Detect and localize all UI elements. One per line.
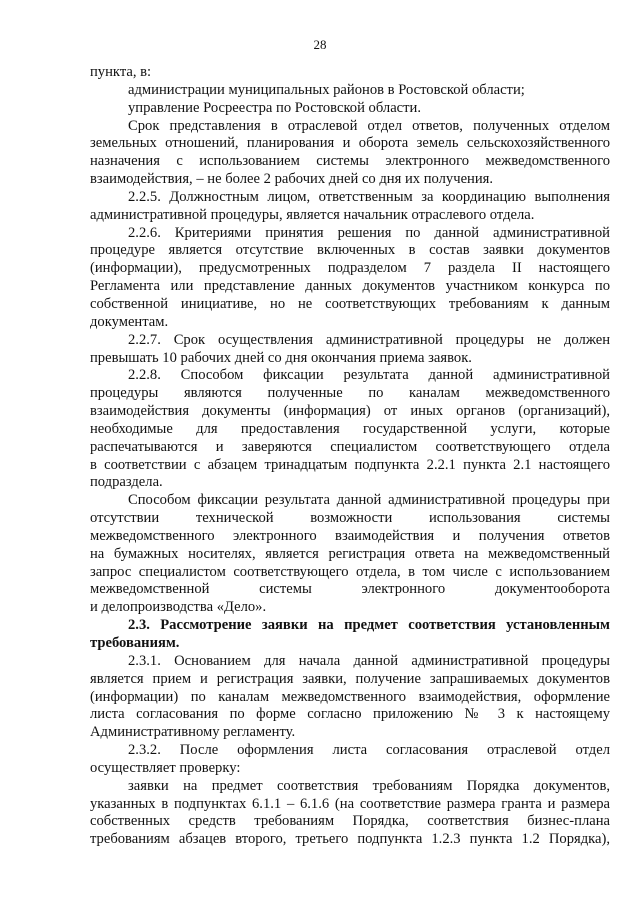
text-line: и делопроизводства «Дело».: [90, 599, 267, 616]
text-line: 2.3.2. После оформления листа согласования отраслевой отдел: [128, 742, 610, 759]
text-line: является прием и регистрация заявки, получение запрашиваемых документов: [90, 670, 610, 687]
text-line: отсутствии технической возможности использования системы: [90, 510, 610, 527]
text-line: 2.2.6. Критериями принятия решения по данной административной: [128, 224, 610, 241]
text-line: в соответствии с абзацем тринадцатым подпункта 2.2.1 пункта 2.1 настоящего: [90, 456, 610, 473]
text-line: документам.: [90, 313, 169, 330]
text-line: администрации муниципальных районов в Ростовской области;: [128, 81, 525, 98]
text-line: Административному регламенту.: [90, 724, 296, 741]
text-line: превышать 10 рабочих дней со дня окончания приема заявок.: [90, 349, 472, 366]
text-line: Способом фиксации результата данной административной процедуры при: [128, 492, 610, 509]
text-line: процедуре является отсутствие включенных в состав заявки документов: [90, 242, 610, 259]
text-line: 2.2.7. Срок осуществления административной процедуры не должен: [128, 331, 610, 348]
text-line: собственных средств требованиям Порядка, соответствия бизнес-плана: [90, 813, 610, 830]
text-line: межведомственного электронного взаимодействия и получения ответов: [90, 527, 610, 544]
text-line: процедуры являются полученные по каналам межведомственного: [90, 385, 610, 402]
text-line: пункта, в:: [90, 64, 152, 80]
text-line: указанных в подпунктах 6.1.1 – 6.1.6 (на соответствие размера гранта и размера: [90, 795, 610, 812]
text-line: взаимодействия, – не более 2 рабочих дней со дня их получения.: [90, 171, 494, 188]
page-number: 28: [313, 37, 327, 52]
text-line: осуществляет проверку:: [90, 759, 241, 776]
text-line: требованиям абзацев второго, третьего подпункта 1.2.3 пункта 1.2 Порядка),: [90, 831, 610, 848]
text-line: 2.2.8. Способом фиксации результата данной административной: [128, 367, 610, 384]
text-line: подраздела.: [90, 474, 163, 491]
text-line: управление Росреестра по Ростовской области.: [128, 99, 421, 116]
text-line: необходимые для предоставления государственной услуги, которые: [90, 420, 610, 437]
document-body: [90, 64, 610, 849]
text-line: 2.3.1. Основанием для начала данной административной процедуры: [128, 652, 610, 669]
text-line: (информации) по каналам межведомственного взаимодействия, оформление: [90, 688, 610, 705]
text-line: листа согласования по форме согласно приложению № 3 к настоящему: [90, 706, 610, 723]
text-line: требованиям.: [90, 635, 180, 651]
text-line: собственной инициативе, но не соответствующих требованиям к данным: [90, 295, 610, 312]
text-line: 2.2.5. Должностным лицом, ответственным за координацию выполнения: [128, 188, 610, 205]
text-line: Срок представления в отраслевой отдел ответов, полученных отделом: [128, 117, 610, 134]
text-line: (информации), предусмотренных подразделом 7 раздела II настоящего: [90, 260, 610, 277]
text-line: взаимодействия документы (информация) от иных органов (организаций),: [90, 403, 610, 420]
text-line: запрос специалистом соответствующего отдела, в том числе с использованием: [90, 563, 610, 580]
text-line: земельных отношений, планирования и оборота земель сельскохозяйственного: [90, 135, 610, 152]
text-line: распечатываются и заверяются специалистом соответствующего отдела: [90, 438, 610, 455]
text-line: на бумажных носителях, является регистрация ответа на межведомственный: [90, 545, 610, 562]
text-line: заявки на предмет соответствия требованиям Порядка документов,: [128, 777, 610, 794]
text-line: межведомственной системы электронного документооборота: [90, 581, 610, 598]
text-line: Регламента или представление данных документов участником конкурса по: [90, 278, 610, 295]
text-line: назначения с использованием системы электронного межведомственного: [90, 153, 610, 170]
text-line: 2.3. Рассмотрение заявки на предмет соответствия установленным: [128, 617, 610, 634]
text-line: административной процедуры, является начальник отраслевого отдела.: [90, 206, 535, 223]
